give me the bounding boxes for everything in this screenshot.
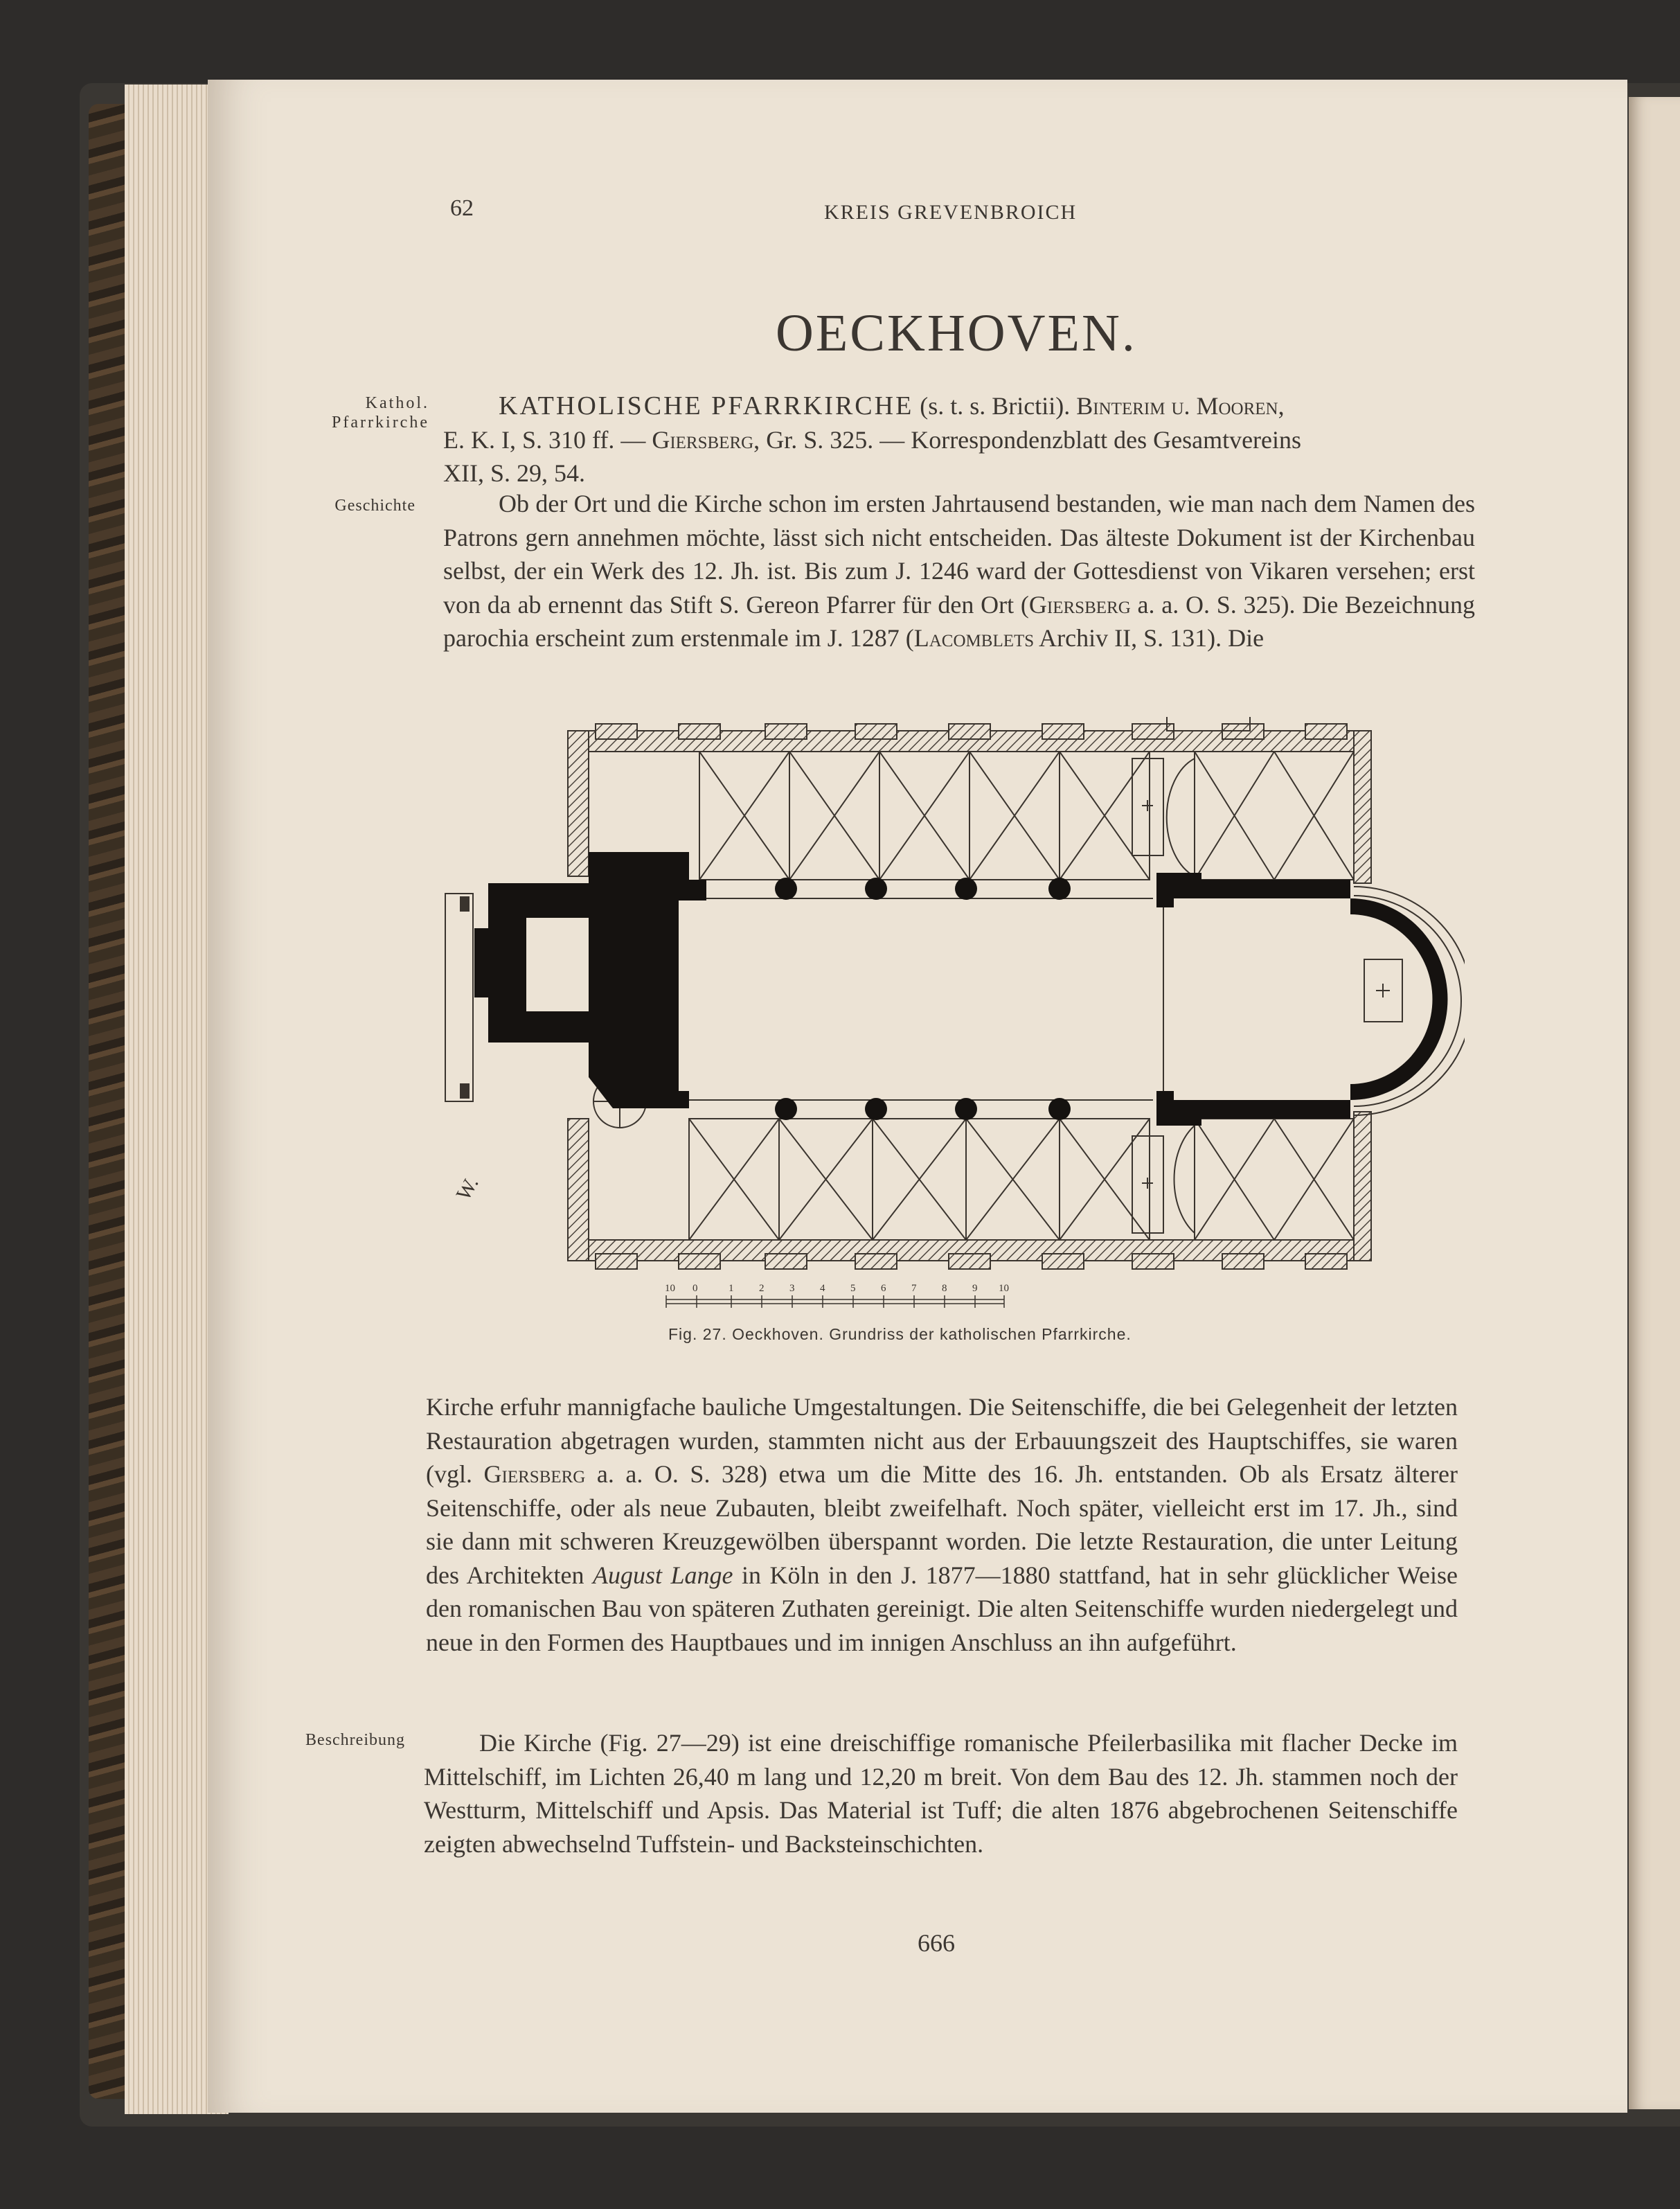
scale-label: 4 (820, 1283, 825, 1294)
plan-solid-walls (474, 852, 1447, 1126)
figure-caption: Fig. 27. Oeckhoven. Grundriss der katholischen Pfarrkirche. (668, 1325, 1132, 1343)
scale-label: 1 (729, 1283, 734, 1294)
paragraph-umgestaltungen: Kirche erfuhr mannigfache bauliche Umgestaltungen. Die Seitenschiffe, die bei Gelegenheit der letzten Restauration abgetragen wurden, stammten nicht aus der Erbauungszeit des Hauptschiffes, sie waren (vgl. Giersberg a. a. O. S. 328) etwa um die Mitte des 16. Jh. entstanden. Ob als Ersatz älterer Seitenschiffe, oder als neue Zubauten, bleibt zweifelhaft. Noch später, vielleicht erst im 17. Jh., sind sie dann mit schweren Kreuzgewölben überspannt worden. Die letzte Restauration, die unter Leitung des Architekten August Lange in Köln in den J. 1877—1880 stattfand, hat in sehr glücklicher Weise den romanischen Bau von späteren Zuthaten gereinigt. Die alten Seitenschiffe wurden niedergelegt und neue in den Formen des Hauptbaues und im innigen Anschluss an ihn aufgeführt. (426, 1393, 1458, 1656)
scale-ticks (666, 1295, 1004, 1308)
paragraph-geschichte: Ob der Ort und die Kirche schon im ersten Jahrtausend bestanden, wie man nach dem Namen des Patrons gern annehmen möchte, lässt sich nicht entscheiden. Das älteste Dokument ist der Kirchenbau selbst, der ein Werk des 12. Jh. ist. Bis zum J. 1246 ward der Gottesdienst von Vikaren versehen; erst von da ab ernennt das Stift S. Gereon Pfarrer für den Ort (Giersberg a. a. O. S. 325). Die Bezeichnung parochia erscheint zum erstenmale im J. 1287 (Lacomblets Archiv II, S. 131). Die (443, 490, 1475, 652)
scale-label: 8 (942, 1283, 947, 1294)
scale-bar (665, 1281, 1080, 1316)
margin-note-kathol: Kathol. Pfarrkirche (332, 394, 429, 432)
scale-label: 7 (911, 1283, 917, 1294)
scale-label: 9 (972, 1283, 978, 1294)
running-head: KREIS GREVENBROICH (824, 201, 1078, 224)
scale-label: 10 (999, 1283, 1009, 1294)
paragraph-intro: KATHOLISCHE PFARRKIRCHE (s. t. s. Brictii). Binterim u. Mooren, E. K. I, S. 310 ff. — Giersberg, Gr. S. 325. — Korrespondenzblatt des Gesamtvereins XII, S. 29, 54. (443, 391, 1302, 487)
next-page-edge (1629, 97, 1680, 2109)
footer-page-number: 666 (918, 1929, 955, 1957)
scale-label: 5 (850, 1283, 856, 1294)
scale-label: 3 (789, 1283, 795, 1294)
draftsman-initial: W. (452, 1173, 483, 1205)
scale-label: 10 (665, 1283, 675, 1294)
paragraph-beschreibung: Die Kirche (Fig. 27—29) ist eine dreischiffige romanische Pfeilerbasilika mit flacher Decke im Mittelschiff, im Lichten 26,40 m lang und 12,20 m breit. Von dem Bau des 12. Jh. stammen noch der Westturm, Mittelschiff und Apsis. Das Material ist Tuff; die alten 1876 abgebrochenen Seitenschiffe zeigten abwechselnd Tuffstein- und Backsteinschichten. (424, 1729, 1458, 1858)
margin-note-geschichte: Geschichte (334, 497, 415, 515)
page-number: 62 (450, 195, 474, 221)
scale-label: 6 (881, 1283, 886, 1294)
scale-label: 0 (692, 1283, 698, 1294)
book-spine (89, 104, 130, 2099)
scale-label: 2 (759, 1283, 765, 1294)
margin-note-beschreibung: Beschreibung (305, 1731, 405, 1749)
page-title: OECKHOVEN. (776, 304, 1137, 362)
floor-plan-figure (433, 717, 1465, 1295)
